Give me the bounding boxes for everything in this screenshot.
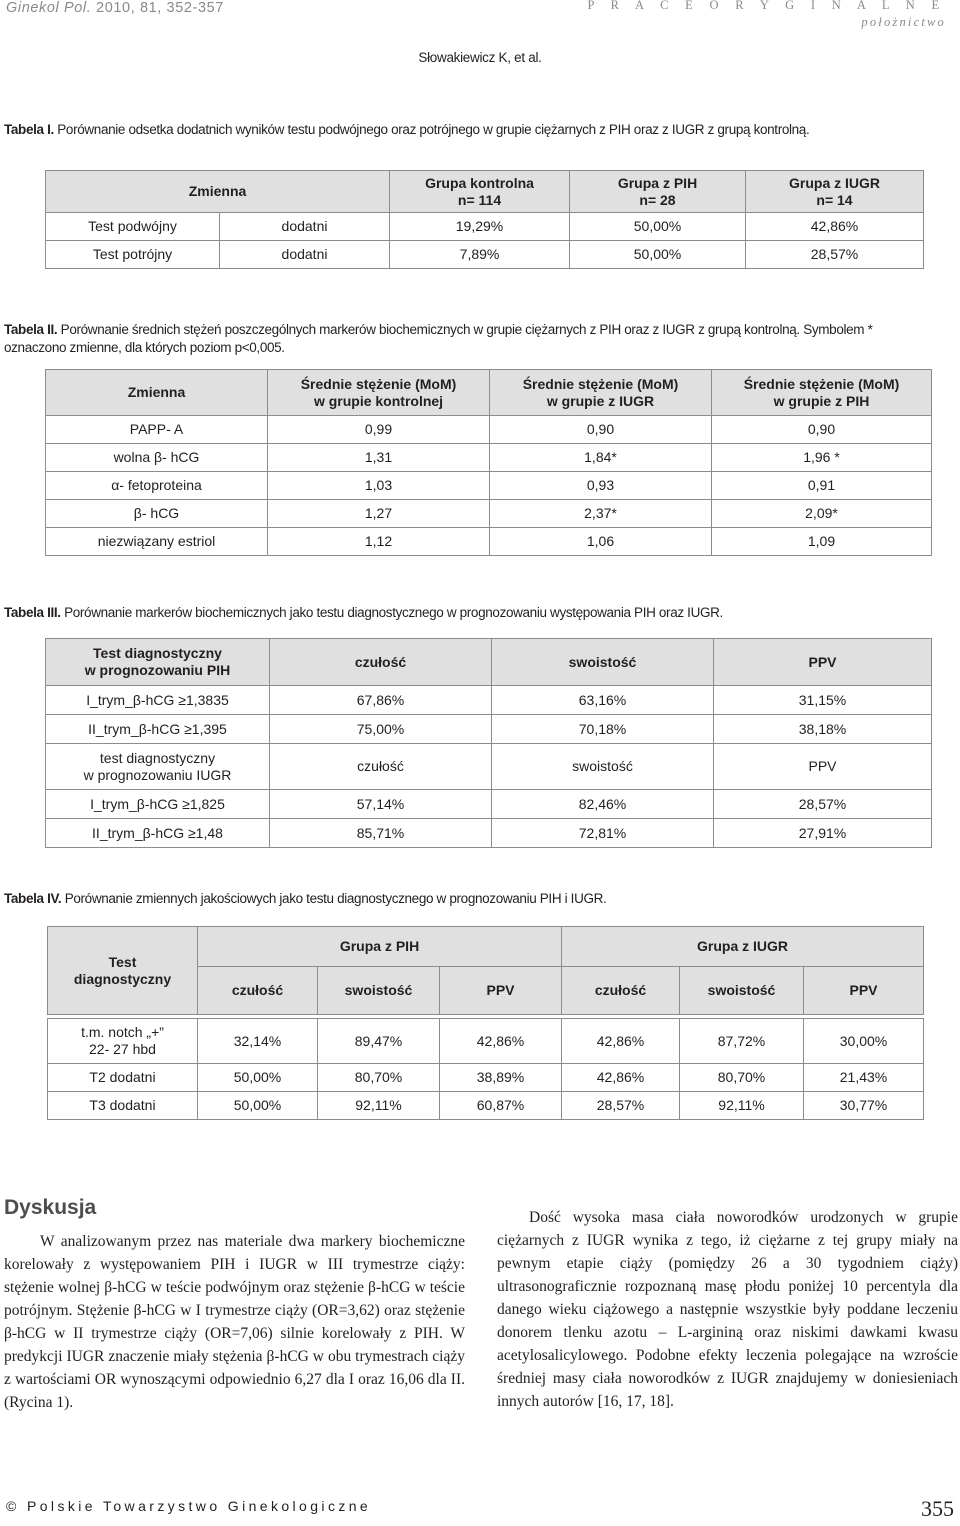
table-cell: 32,14%: [198, 1019, 318, 1064]
table-cell: 21,43%: [804, 1064, 924, 1092]
discussion-paragraph-1: W analizowanym przez nas materiale dwa markery biochemiczne korelowały z występowaniem PIH i IUGR w III trymestrze ciąży: stężenie wolnej β-hCG w teście podwójnym oraz stężenie β-hCG w teście potrójnym. Stężenie β-hCG w I trymestrze ciąży (OR=3,62) oraz stężenie β-hCG w II trymestrze ciąży (OR=7,06) silnie korelowały z PIH. W predykcji IUGR znaczenie miały stężenia β-hCG w obu trymestrach ciąży z wartościami OR wynoszącymi odpowiednio 6,27 dla I oraz 16,06 dla II. (Rycina 1).: [4, 1233, 465, 1411]
table-cell: 27,91%: [714, 819, 932, 848]
table-cell: 75,00%: [270, 715, 492, 744]
table-cell: 70,18%: [492, 715, 714, 744]
table-cell: 50,00%: [570, 241, 746, 269]
table3-caption-text: Porównanie markerów biochemicznych jako testu diagnostycznego w prognozowaniu występowania PIH oraz IUGR.: [60, 605, 723, 620]
table-cell: 1,96 *: [712, 444, 932, 472]
table-cell: 92,11%: [680, 1092, 804, 1120]
table1-header-control: Grupa kontrolna n= 114: [390, 171, 570, 213]
table-cell: 1,12: [268, 528, 490, 556]
table-cell: 0,93: [490, 472, 712, 500]
table-cell: 42,86%: [562, 1064, 680, 1092]
table1-header-variable: Zmienna: [46, 171, 390, 213]
page-number: 355: [921, 1496, 954, 1521]
table3-header-test: Test diagnostyczny w prognozowaniu PIH: [46, 639, 270, 686]
discussion-paragraph-2: Dość wysoka masa ciała noworodków urodzonych w grupie ciężarnych z IUGR wynika z tego, iż ciężarne z tej grupy miały na pewnym etapie ciąży (pomiędzy 26 a 30 tygodniem ciąży) ultrasonograficznie rozpoznaną masę płodu poniżej 10 percentyla dla danego wieku ciążowego a następnie wszystkie były poddane leczeniu donorem tlenku azotu – L-argininą oraz niskimi dawkami kwasu acetylosalicylowego. Podobne efekty leczenia polegające na wzroście średniej masy ciała noworodków z IUGR znajdujemy w doniesieniach innych autorów [16, 17, 18].: [497, 1209, 958, 1410]
table-row: [46, 528, 932, 556]
table-cell: 30,00%: [804, 1019, 924, 1064]
journal-issue: 2010, 81, 352-357: [96, 0, 224, 16]
table-cell: T3 dodatni: [48, 1092, 198, 1120]
table1-header-pih: Grupa z PIH n= 28: [570, 171, 746, 213]
table3-caption-label: Tabela III.: [4, 605, 61, 620]
table-cell: dodatni: [220, 213, 390, 241]
table3-subheader-test: test diagnostyczny w prognozowaniu IUGR: [46, 744, 270, 790]
table-cell: 1,03: [268, 472, 490, 500]
table-cell: 1,06: [490, 528, 712, 556]
table-row: [48, 1019, 924, 1064]
table-row: [48, 1092, 924, 1120]
footer-society: © Polskie Towarzystwo Ginekologiczne: [6, 1498, 372, 1514]
table-cell: 30,77%: [804, 1092, 924, 1120]
table-row: [46, 444, 932, 472]
subsection-label: położnictwo: [861, 15, 946, 29]
table-cell: α- fetoproteina: [46, 472, 268, 500]
table-cell: wolna β- hCG: [46, 444, 268, 472]
table-cell: Test podwójny: [46, 213, 220, 241]
table1-caption: [4, 121, 809, 139]
table-row: [46, 819, 932, 848]
table3-subheader-specificity: swoistość: [492, 744, 714, 790]
table3-caption: [4, 604, 723, 622]
table3-header-specificity: swoistość: [492, 639, 714, 686]
table4-header-pih-sensitivity: czułość: [198, 967, 318, 1015]
table-cell: I_trym_β-hCG ≥1,3835: [46, 686, 270, 715]
table-cell: 1,31: [268, 444, 490, 472]
table-cell: 0,90: [490, 416, 712, 444]
table-cell: T2 dodatni: [48, 1064, 198, 1092]
table-cell: 1,84*: [490, 444, 712, 472]
table4-header-test: Test diagnostyczny: [48, 927, 198, 1015]
table-row: [46, 790, 932, 819]
table-cell: 38,89%: [440, 1064, 562, 1092]
table-cell: 50,00%: [570, 213, 746, 241]
table-cell: 60,87%: [440, 1092, 562, 1120]
table-cell: 50,00%: [198, 1064, 318, 1092]
table-cell: 19,29%: [390, 213, 570, 241]
table-cell: 80,70%: [318, 1064, 440, 1092]
table-cell: 28,57%: [714, 790, 932, 819]
table-row: [46, 472, 932, 500]
table2-caption-text: Porównanie średnich stężeń poszczególnych markerów biochemicznych w grupie ciężarnych z PIH oraz z IUGR z grupą kontrolną. Symbolem * oznaczono zmienne, dla których poziom p<0,005.: [4, 322, 873, 355]
table-cell: 82,46%: [492, 790, 714, 819]
running-authors: Słowakiewicz K, et al.: [418, 50, 542, 65]
table-cell: 42,86%: [562, 1019, 680, 1064]
table-cell: II_trym_β-hCG ≥1,395: [46, 715, 270, 744]
table-cell: β- hCG: [46, 500, 268, 528]
table4-header-pih-specificity: swoistość: [318, 967, 440, 1015]
table-row: [46, 715, 932, 744]
table4-header-iugr-sensitivity: czułość: [562, 967, 680, 1015]
table4-header-pih: Grupa z PIH: [198, 927, 562, 967]
table-cell: dodatni: [220, 241, 390, 269]
table3-header-ppv: PPV: [714, 639, 932, 686]
table1-caption-text: Porównanie odsetka dodatnich wyników testu podwójnego oraz potrójnego w grupie ciężarnych z PIH oraz z IUGR z grupą kontrolną.: [53, 122, 810, 137]
table-cell: 50,00%: [198, 1092, 318, 1120]
table4-caption-label: Tabela IV.: [4, 891, 62, 906]
table4-header-iugr: Grupa z IUGR: [562, 927, 924, 967]
table-cell: 57,14%: [270, 790, 492, 819]
table-cell: 31,15%: [714, 686, 932, 715]
table4-caption: [4, 890, 606, 908]
table-row: [46, 213, 924, 241]
table4: [47, 926, 924, 1120]
table3: [45, 638, 932, 848]
table-cell: 28,57%: [746, 241, 924, 269]
table-cell: 87,72%: [680, 1019, 804, 1064]
table-cell: 42,86%: [746, 213, 924, 241]
table-row: [46, 686, 932, 715]
table-cell: 0,91: [712, 472, 932, 500]
table-cell: II_trym_β-hCG ≥1,48: [46, 819, 270, 848]
table-cell: 89,47%: [318, 1019, 440, 1064]
table-cell: 7,89%: [390, 241, 570, 269]
table2-caption-label: Tabela II.: [4, 322, 58, 337]
table-cell: niezwiązany estriol: [46, 528, 268, 556]
table-cell: 72,81%: [492, 819, 714, 848]
table1: [45, 170, 924, 269]
table3-subheader-ppv: PPV: [714, 744, 932, 790]
table-cell: t.m. notch „+” 22- 27 hbd: [48, 1019, 198, 1064]
table4-header-iugr-ppv: PPV: [804, 967, 924, 1015]
table-row: [48, 1064, 924, 1092]
table-cell: PAPP- A: [46, 416, 268, 444]
table2-header-iugr: Średnie stężenie (MoM) w grupie z IUGR: [490, 370, 712, 416]
table-cell: 92,11%: [318, 1092, 440, 1120]
table-cell: 1,27: [268, 500, 490, 528]
table2: [45, 369, 932, 556]
table-cell: I_trym_β-hCG ≥1,825: [46, 790, 270, 819]
table3-header-sensitivity: czułość: [270, 639, 492, 686]
table-cell: 67,86%: [270, 686, 492, 715]
table2-header-pih: Średnie stężenie (MoM) w grupie z PIH: [712, 370, 932, 416]
table-row: [46, 241, 924, 269]
table-row: [46, 500, 932, 528]
section-label: P R A C E O R Y G I N A L N E: [587, 0, 946, 12]
journal-citation: [6, 0, 224, 16]
table-cell: 80,70%: [680, 1064, 804, 1092]
table1-header-iugr: Grupa z IUGR n= 14: [746, 171, 924, 213]
table-cell: 42,86%: [440, 1019, 562, 1064]
table-cell: 2,09*: [712, 500, 932, 528]
table-cell: 2,37*: [490, 500, 712, 528]
table-cell: 38,18%: [714, 715, 932, 744]
table4-header-iugr-specificity: swoistość: [680, 967, 804, 1015]
table1-caption-label: Tabela I.: [4, 122, 54, 137]
table3-subheader-sensitivity: czułość: [270, 744, 492, 790]
table4-header-pih-ppv: PPV: [440, 967, 562, 1015]
table-row: [46, 416, 932, 444]
table-cell: 1,09: [712, 528, 932, 556]
table2-header-control: Średnie stężenie (MoM) w grupie kontrolnej: [268, 370, 490, 416]
table4-caption-text: Porównanie zmiennych jakościowych jako testu diagnostycznego w prognozowaniu PIH i IUGR.: [61, 891, 607, 906]
table2-caption: [4, 321, 904, 357]
table2-header-variable: Zmienna: [46, 370, 268, 416]
table-cell: 28,57%: [562, 1092, 680, 1120]
table-cell: 85,71%: [270, 819, 492, 848]
table-cell: Test potrójny: [46, 241, 220, 269]
table-cell: 63,16%: [492, 686, 714, 715]
journal-name: Ginekol Pol.: [6, 0, 92, 16]
table-cell: 0,99: [268, 416, 490, 444]
table-cell: 0,90: [712, 416, 932, 444]
discussion-heading: Dyskusja: [4, 1196, 97, 1219]
